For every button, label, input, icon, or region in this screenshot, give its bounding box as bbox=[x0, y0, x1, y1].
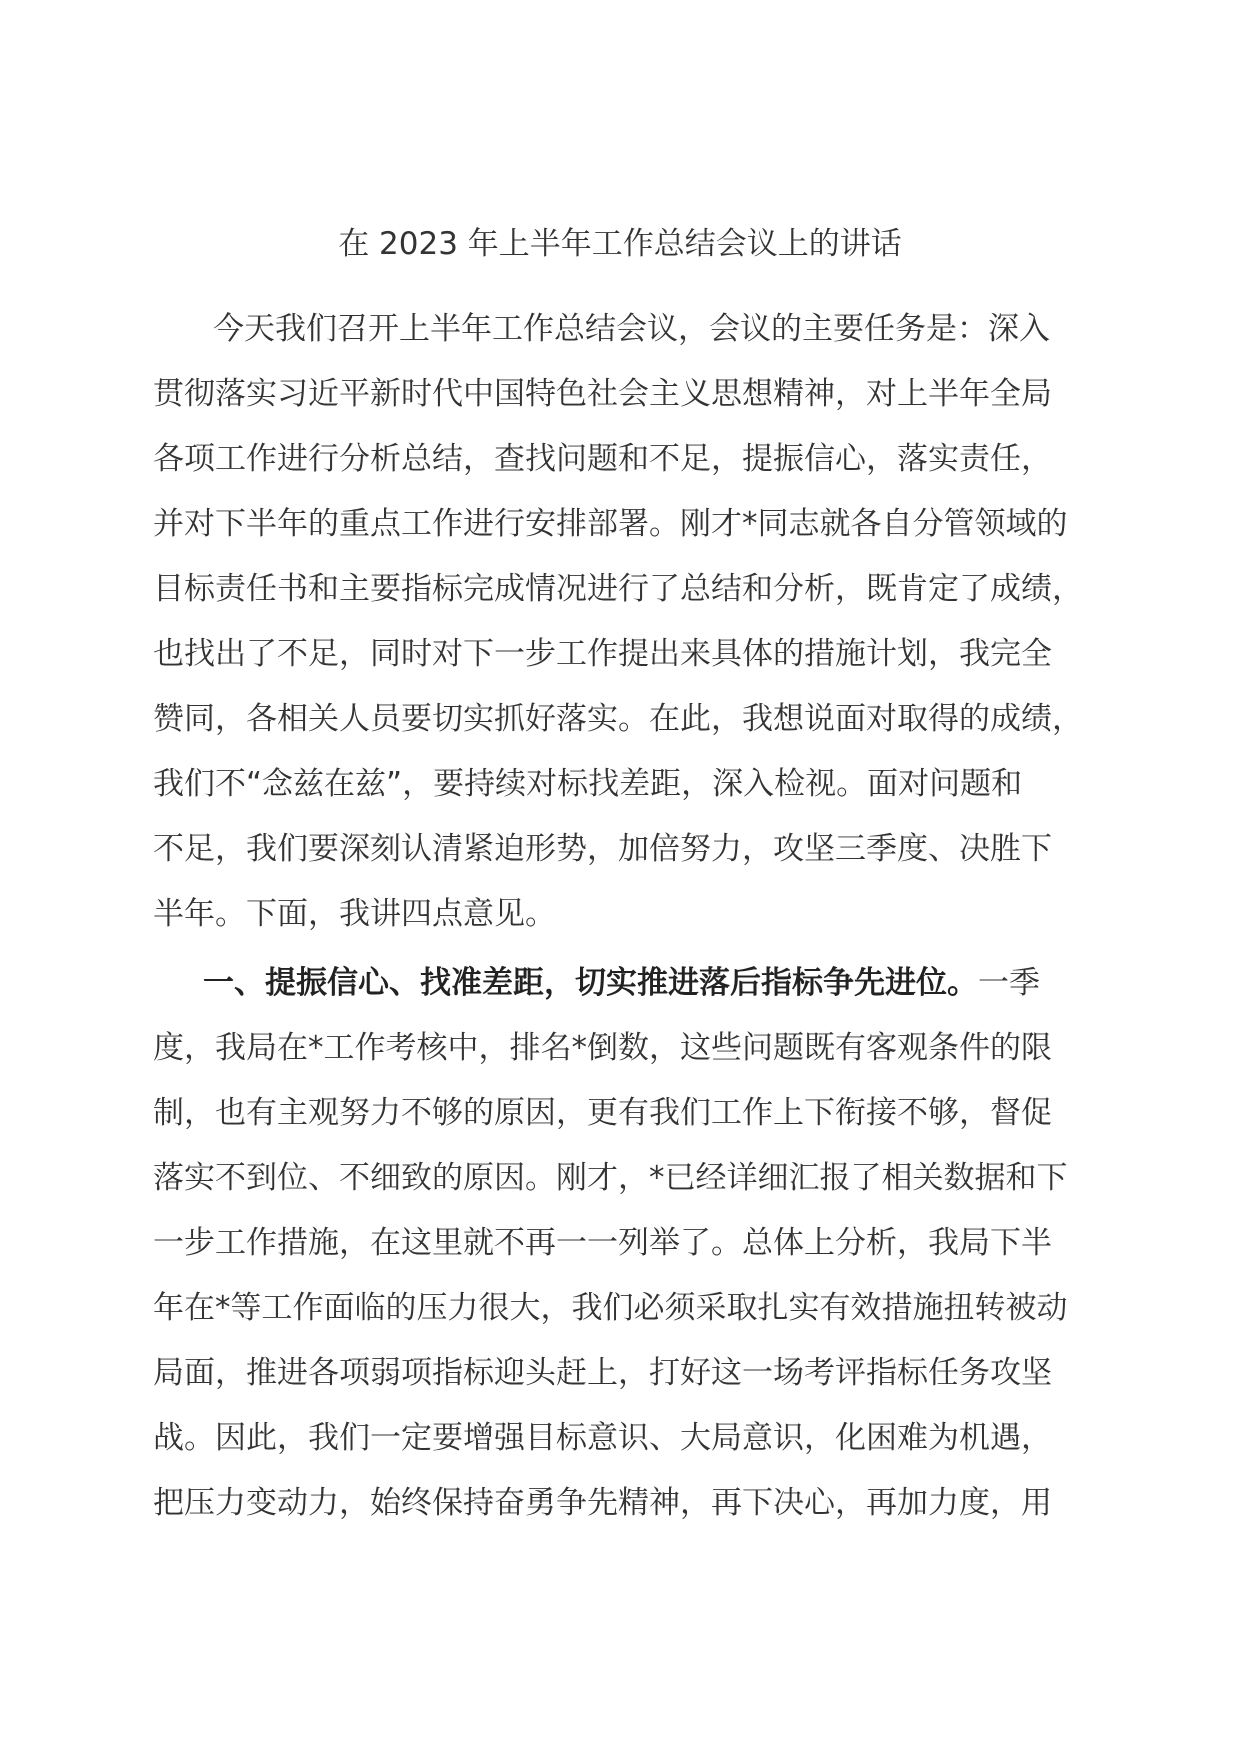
text-line: 制，也有主观努力不够的原因，更有我们工作上下衔接不够，督促 bbox=[153, 1095, 1052, 1131]
text-line: 一步工作措施，在这里就不再一一列举了。总体上分析，我局下半 bbox=[153, 1225, 1052, 1261]
text-line: 今天我们召开上半年工作总结会议，会议的主要任务是：深入 bbox=[213, 311, 1050, 347]
text-line: 也找出了不足，同时对下一步工作提出来具体的措施计划，我完全 bbox=[153, 636, 1052, 672]
text-line: 战。因此，我们一定要增强目标意识、大局意识，化困难为机遇， bbox=[153, 1420, 1052, 1456]
text-line: 把压力变动力，始终保持奋勇争先精神，再下决心，再加力度，用 bbox=[153, 1485, 1052, 1521]
text-line: 半年。下面，我讲四点意见。 bbox=[153, 896, 556, 932]
text-line: 不足，我们要深刻认清紧迫形势，加倍努力，攻坚三季度、决胜下 bbox=[153, 831, 1052, 867]
text-line: 局面，推进各项弱项指标迎头赶上，打好这一场考评指标任务攻坚 bbox=[153, 1355, 1052, 1391]
text-line: 度，我局在*工作考核中，排名*倒数，这些问题既有客观条件的限 bbox=[153, 1030, 1052, 1066]
section-heading-line bbox=[153, 951, 1093, 1016]
document-title: 在 2023 年上半年工作总结会议上的讲话 bbox=[338, 226, 902, 262]
paragraph-intro bbox=[153, 297, 1093, 947]
text-line: 年在*等工作面临的压力很大，我们必须采取扎实有效措施扭转被动 bbox=[153, 1290, 1068, 1326]
text-line: 目标责任书和主要指标完成情况进行了总结和分析，既肯定了成绩， bbox=[153, 571, 1083, 607]
text-line: 贯彻落实习近平新时代中国特色社会主义思想精神，对上半年全局 bbox=[153, 376, 1052, 412]
text-line: 落实不到位、不细致的原因。刚才，*已经详细汇报了相关数据和下 bbox=[153, 1160, 1068, 1196]
text-line: 赞同，各相关人员要切实抓好落实。在此，我想说面对取得的成绩， bbox=[153, 701, 1083, 737]
text-line: 各项工作进行分析总结，查找问题和不足，提振信心，落实责任， bbox=[153, 441, 1052, 477]
text-line: 我们不“念兹在兹”，要持续对标找差距，深入检视。面对问题和 bbox=[153, 766, 1023, 802]
paragraph-section-one bbox=[153, 951, 1093, 1536]
section-heading: 一、提振信心、找准差距，切实推进落后指标争先进位。 bbox=[203, 965, 978, 1001]
text-line-rest: 一季 bbox=[978, 965, 1040, 1001]
text-line: 并对下半年的重点工作进行安排部署。刚才*同志就各自分管领域的 bbox=[153, 506, 1068, 542]
